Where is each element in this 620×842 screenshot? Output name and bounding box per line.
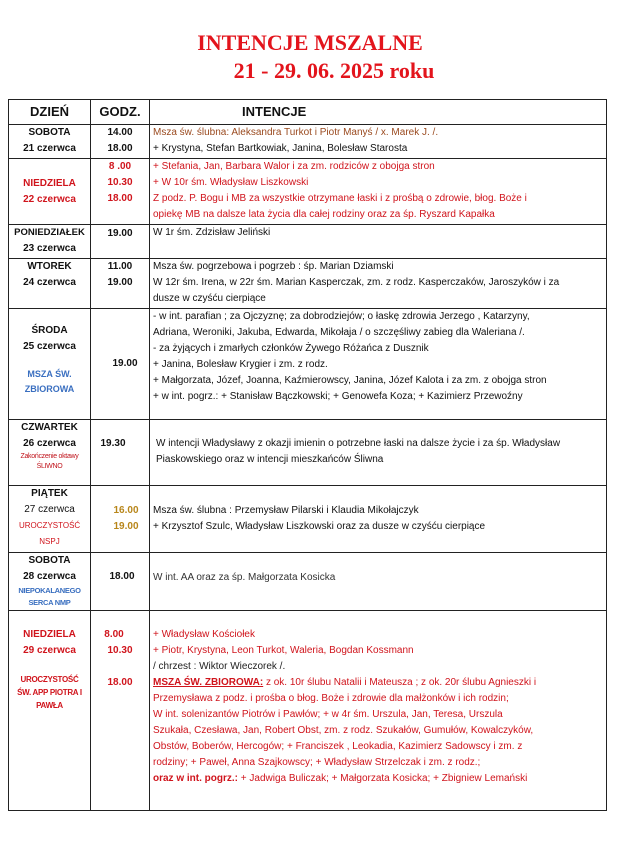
table-row bbox=[9, 553, 607, 611]
day-name: NIEDZIELA bbox=[23, 629, 76, 640]
time-value: 19.00 bbox=[113, 521, 139, 532]
intention-line: - za żyjących i zmarłych członków Żywego Różańca z Dusznik bbox=[153, 343, 429, 354]
intention-line: Z podz. P. Bogu i MB za wszystkie otrzymane łaski i z prośbą o zdrowie, błog. Boże i bbox=[153, 193, 527, 204]
day-note: NIEPOKALANEGO SERCA NMP bbox=[18, 586, 81, 607]
table-header-row bbox=[9, 100, 607, 125]
intention-line: MSZA ŚW. ZBIOROWA: z ok. 10r ślubu Natalii i Mateusza ; z ok. 20r ślubu Agnieszki i bbox=[153, 677, 537, 688]
day-date: 28 czerwca bbox=[23, 571, 76, 582]
intention-line: oraz w int. pogrz.: + Jadwiga Buliczak; + Małgorzata Kosicka; + Zbigniew Lemański bbox=[153, 773, 528, 784]
intentions-cell bbox=[150, 259, 607, 309]
day-name: SOBOTA bbox=[28, 127, 71, 138]
intention-line: + Władysław Kościołek bbox=[153, 629, 255, 640]
intention-line: + W 10r śm. Władysław Liszkowski bbox=[153, 177, 309, 188]
time-cell bbox=[91, 259, 150, 309]
day-note: Zakończenie oktawy ŚLIWNO bbox=[20, 453, 79, 470]
page-subtitle: 21 - 29. 06. 2025 roku bbox=[233, 58, 435, 83]
time-cell bbox=[91, 611, 150, 811]
day-name: ŚRODA bbox=[31, 325, 68, 336]
day-date: 26 czerwca bbox=[23, 438, 76, 449]
intentions-cell bbox=[150, 125, 607, 159]
table-row bbox=[9, 159, 607, 225]
day-name: PIĄTEK bbox=[31, 488, 68, 499]
time-cell bbox=[91, 125, 150, 159]
day-cell bbox=[9, 309, 91, 420]
intentions-cell bbox=[150, 486, 607, 553]
table-row bbox=[9, 125, 607, 159]
intention-line: dusze w czyśću cierpiące bbox=[153, 293, 266, 304]
intentions-cell bbox=[150, 309, 607, 420]
intention-line: W int. solenizantów Piotrów i Pawłów; + w 4r śm. Urszula, Jan, Teresa, Urszula bbox=[153, 709, 503, 720]
time-value: 10.30 bbox=[107, 177, 133, 188]
intentions-cell bbox=[150, 553, 607, 611]
intention-line: opiekę MB na dalsze lata życia dla całej rodziny oraz za śp. Ryszard Kapałka bbox=[153, 209, 495, 220]
day-note: MSZA ŚW. ZBIOROWA bbox=[24, 369, 75, 394]
time-value: 19.00 bbox=[107, 277, 133, 288]
day-cell bbox=[9, 611, 91, 811]
time-cell bbox=[91, 486, 150, 553]
intention-line: rodziny; + Paweł, Anna Szajkowscy; + Władysław Strzelczak i zm. z rodz.; bbox=[153, 757, 481, 768]
day-cell bbox=[9, 486, 91, 553]
intention-line: Szukała, Czesława, Jan, Robert Obst, zm. z rodz. Szukałów, Gumułów, Kowalczyków, bbox=[153, 725, 534, 736]
time-cell bbox=[91, 309, 150, 420]
intention-line: Msza św. ślubna: Aleksandra Turkot i Piotr Manyś / x. Marek J. /. bbox=[153, 127, 439, 138]
table-row bbox=[9, 225, 607, 259]
intention-line: W intencji Władysławy z okazji imienin o potrzebne łaski na dalsze życie i za śp. Władysław bbox=[156, 438, 561, 449]
intention-line: W 1r śm. Zdzisław Jeliński bbox=[153, 227, 271, 238]
intention-line: + w int. pogrz.: + Stanisław Bączkowski; + Genowefa Koza; + Kazimierz Przewoźny bbox=[153, 391, 523, 402]
time-cell bbox=[91, 159, 150, 225]
day-name: SOBOTA bbox=[28, 555, 71, 566]
time-value: 18.00 bbox=[107, 143, 133, 154]
day-cell bbox=[9, 420, 91, 486]
time-cell bbox=[91, 553, 150, 611]
time-value: 8 .00 bbox=[108, 161, 132, 172]
day-date: 22 czerwca bbox=[23, 193, 76, 205]
time-value: 14.00 bbox=[107, 127, 133, 138]
table-row bbox=[9, 486, 607, 553]
intention-line: W 12r śm. Irena, w 22r śm. Marian Kasperczak, zm. z rodz. Kasperczaków, Jaroszyków i za bbox=[153, 277, 560, 288]
day-date: 24 czerwca bbox=[23, 277, 76, 288]
day-name: PONIEDZIAŁEK bbox=[14, 227, 85, 238]
time-value: 18.00 bbox=[107, 677, 133, 688]
time-cell bbox=[91, 225, 150, 259]
table-row bbox=[9, 259, 607, 309]
page-title: INTENCJE MSZALNE bbox=[197, 30, 423, 55]
intention-line: Przemysława z podz. i prośba o błog. Boże i zdrowie dla małżonków i ich rodzin; bbox=[153, 693, 509, 704]
col-day-header: DZIEŃ bbox=[9, 100, 91, 125]
day-date: 23 czerwca bbox=[23, 243, 76, 254]
intentions-cell bbox=[150, 159, 607, 225]
time-value: 16.00 bbox=[113, 505, 139, 516]
time-value: 8.00 bbox=[104, 629, 124, 640]
day-cell bbox=[9, 225, 91, 259]
intentions-cell bbox=[150, 225, 607, 259]
day-date: 25 czerwca bbox=[23, 341, 76, 352]
intention-line: Piaskowskiego oraz w intencji mieszkańców Śliwna bbox=[156, 454, 384, 465]
time-value: 11.00 bbox=[107, 261, 133, 272]
day-cell bbox=[9, 125, 91, 159]
day-date: 29 czerwca bbox=[23, 645, 76, 656]
intention-line: + Krzysztof Szulc, Władysław Liszkowski oraz za dusze w czyśću cierpiące bbox=[153, 521, 486, 532]
intention-line: Adriana, Weroniki, Jakuba, Edwarda, Mikołaja / o szczęśliwy zabieg dla Waleriana /. bbox=[153, 327, 525, 338]
day-date: 21 czerwca bbox=[23, 143, 76, 154]
time-value: 18.00 bbox=[107, 193, 133, 204]
intention-line: + Krystyna, Stefan Bartkowiak, Janina, Bolesław Starosta bbox=[153, 143, 408, 154]
intention-line: W int. AA oraz za śp. Małgorzata Kosicka bbox=[153, 572, 336, 583]
day-note: UROCZYSTOŚĆ NSPJ bbox=[19, 521, 81, 546]
time-cell bbox=[91, 420, 150, 486]
day-name: CZWARTEK bbox=[21, 422, 78, 433]
day-name: WTOREK bbox=[27, 261, 72, 272]
intention-line: - w int. parafian ; za Ojczyznę; za dobrodziejów; o łaskę zdrowia Jerzego , Katarzyny, bbox=[153, 311, 530, 322]
intention-line: + Stefania, Jan, Barbara Walor i za zm. rodziców z obojga stron bbox=[153, 161, 435, 172]
col-intentions-header: INTENCJE bbox=[150, 100, 607, 125]
day-cell bbox=[9, 159, 91, 225]
day-cell bbox=[9, 553, 91, 611]
time-value: 19.00 bbox=[112, 358, 138, 369]
day-note: UROCZYSTOŚĆ ŚW. APP PIOTRA I PAWŁA bbox=[17, 675, 82, 710]
time-value: 19.00 bbox=[107, 228, 133, 239]
intention-line: + Małgorzata, Józef, Joanna, Kaźmierowscy, Janina, Józef Kalota i za zm. z obojga stron bbox=[153, 375, 547, 386]
intentions-cell bbox=[150, 611, 607, 811]
funeral-label: oraz w int. pogrz.: bbox=[153, 773, 238, 784]
time-value: 18.00 bbox=[109, 571, 135, 582]
intention-line: + Piotr, Krystyna, Leon Turkot, Waleria, Bogdan Kossmann bbox=[153, 645, 414, 656]
intentions-table bbox=[8, 99, 607, 811]
intentions-cell bbox=[150, 420, 607, 486]
table-row bbox=[9, 309, 607, 420]
intention-line: Msza św. pogrzebowa i pogrzeb : śp. Marian Dziamski bbox=[153, 261, 394, 272]
intention-line: Msza św. ślubna : Przemysław Pilarski i Klaudia Mikołajczyk bbox=[153, 505, 419, 516]
time-value: 19.30 bbox=[100, 438, 126, 449]
intention-line: + Janina, Bolesław Krygier i zm. z rodz. bbox=[153, 359, 328, 370]
intention-line: Obstów, Boberów, Hercogów; + Franciszek , Leokadia, Kazimierz Sadowscy i zm. z bbox=[153, 741, 523, 752]
time-value: 10.30 bbox=[107, 645, 133, 656]
day-name: NIEDZIELA bbox=[23, 177, 76, 189]
table-row bbox=[9, 611, 607, 811]
intention-line: / chrzest : Wiktor Wieczorek /. bbox=[153, 661, 286, 672]
day-date: 27 czerwca bbox=[24, 504, 75, 515]
day-cell bbox=[9, 259, 91, 309]
table-row bbox=[9, 420, 607, 486]
col-time-header: GODZ. bbox=[91, 100, 150, 125]
collective-mass-label: MSZA ŚW. ZBIOROWA: bbox=[153, 677, 264, 688]
